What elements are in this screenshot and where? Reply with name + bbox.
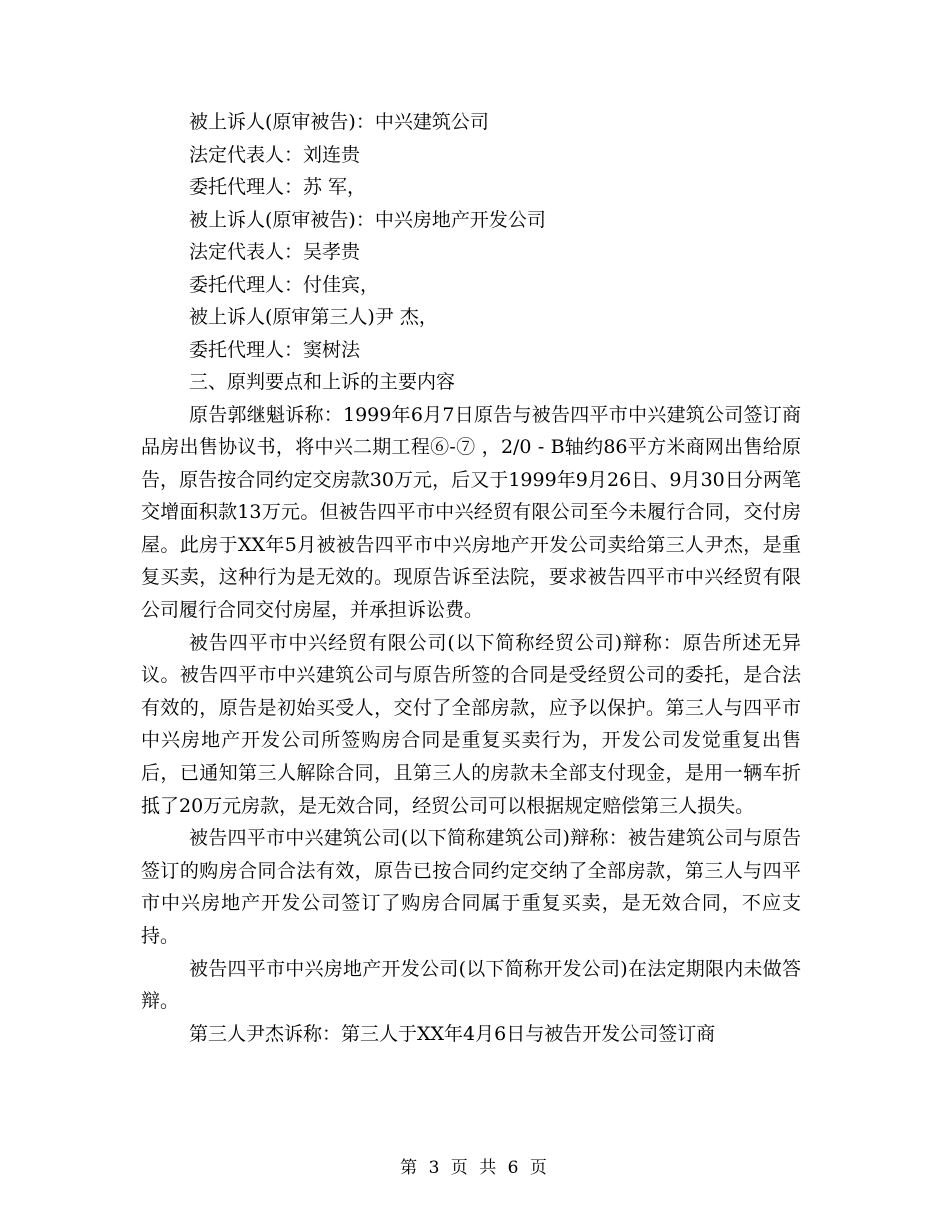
paragraph-development-company-no-reply: 被告四平市中兴房地产开发公司(以下简称开发公司)在法定期限内未做答辩。 (141, 957, 801, 1013)
party-line-legal-rep-wu: 法定代表人：吴孝贵 (189, 241, 361, 263)
party-line-agent-fu: 委托代理人：付佳宾， (189, 273, 380, 296)
party-line-agent-dou: 委托代理人：窦树法 (189, 338, 361, 361)
party-line-third-party-yin: 被上诉人(原审第三人)尹 杰， (189, 306, 438, 328)
paragraph-third-party-claim: 第三人尹杰诉称：第三人于XX年4月6日与被告开发公司签订商 (189, 1022, 716, 1045)
party-line-appellee-realestate: 被上诉人(原审被告)：中兴房地产开发公司 (189, 208, 546, 231)
page-number-footer: 第 3 页 共 6 页 (400, 1158, 550, 1178)
document-body (141, 106, 801, 1050)
paragraph-construction-company-defense: 被告四平市中兴建筑公司(以下简称建筑公司)辩称：被告建筑公司与原告签订的购房合同合法有效，原告已按合同约定交纳了全部房款，第三人与四平市中兴房地产开发公司签订了购房合同属于重复买卖，是无效合同，不应支持。 (141, 827, 801, 947)
party-line-agent-su: 委托代理人：苏 军， (189, 176, 367, 198)
party-line-legal-rep-liu: 法定代表人：刘连贵 (189, 143, 361, 166)
party-line-appellee-construction: 被上诉人(原审被告)：中兴建筑公司 (189, 111, 489, 133)
section-heading: 三、原判要点和上诉的主要内容 (189, 371, 456, 393)
paragraph-trade-company-defense: 被告四平市中兴经贸有限公司(以下简称经贸公司)辩称：原告所述无异议。被告四平市中兴建筑公司与原告所签的合同是受经贸公司的委托，是合法有效的，原告是初始买受人，交付了全部房款，应予以保护。第三人与四平市中兴房地产开发公司所签购房合同是重复买卖行为，开发公司发觉重复出售后，已通知第三人解除合同，且第三人的房款未全部支付现金，是用一辆车折抵了20万元房款，是无效合同，经贸公司可以根据规定赔偿第三人损失。 (141, 631, 801, 817)
paragraph-plaintiff-claim: 原告郭继魁诉称：1999年6月7日原告与被告四平市中兴建筑公司签订商品房出售协议书，将中兴二期工程⑥-⑦ ，2/0 - B轴约86平方米商网出售给原告，原告按合同约定交房款30万元，后又于1999年9月26日、9月30日分两笔交增面积款13万元。但被告四平市中兴经贸有限公司至今未履行合同，交付房屋。此房于XX年5月被被告四平市中兴房地产开发公司卖给第三人尹杰，是重复买卖，这种行为是无效的。现原告诉至法院，要求被告四平市中兴经贸有限公司履行合同交付房屋，并承担诉讼费。 (141, 403, 801, 622)
